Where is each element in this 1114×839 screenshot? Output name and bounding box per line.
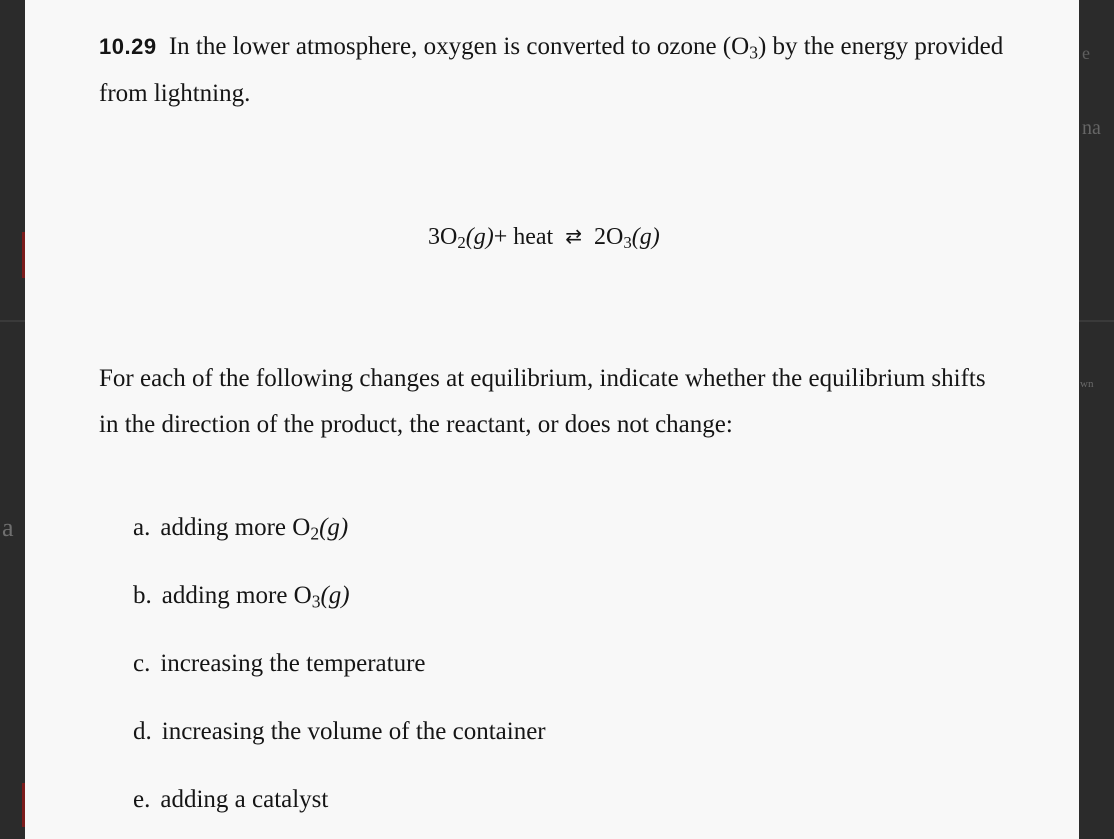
- intro-line-1: [99, 33, 1003, 61]
- list-item-text: increasing the volume of the container: [161, 718, 546, 745]
- intro-ozone-subscript: 3: [749, 42, 758, 63]
- equilibrium-arrow-icon: ⇄: [565, 224, 582, 248]
- list-item-subscript: 2: [310, 523, 320, 544]
- list-item-text: adding more O: [160, 514, 311, 541]
- right-background-strip: [1079, 0, 1114, 839]
- list-item-text: adding a catalyst: [160, 786, 329, 813]
- problem-document: [25, 0, 1079, 839]
- equation-reactant-phase: (g): [465, 224, 494, 250]
- equation-reactant-subscript: 2: [457, 233, 466, 253]
- list-item-d: [133, 718, 546, 746]
- chemical-equation: [428, 224, 660, 253]
- background-peek-right-small: wn: [1080, 378, 1094, 390]
- list-item-label: b.: [133, 582, 152, 609]
- background-peek-right-mid: na: [1082, 117, 1101, 139]
- list-item-label: c.: [133, 650, 151, 677]
- list-item-text: increasing the temperature: [160, 650, 426, 677]
- equation-product-phase: (g): [631, 224, 660, 250]
- background-peek-left: a: [2, 513, 14, 542]
- list-item-text: adding more O: [161, 582, 312, 609]
- problem-number: 10.29: [99, 34, 157, 59]
- intro-text-tail: ) by the energy provided: [757, 33, 1004, 60]
- list-item-a: [133, 514, 348, 542]
- list-item-phase: (g): [319, 514, 349, 541]
- list-item-b: [133, 582, 350, 610]
- prompt-line-1: For each of the following changes at equilibrium, indicate whether the equilibrium shifts: [99, 365, 986, 392]
- list-item-e: [133, 786, 328, 814]
- background-peek-right-top: e: [1082, 43, 1090, 63]
- intro-line-2: from lightning.: [99, 80, 251, 107]
- intro-text: In the lower atmosphere, oxygen is converted to ozone (O: [168, 33, 750, 60]
- list-item-subscript: 3: [311, 591, 321, 612]
- list-item-label: a.: [133, 514, 151, 541]
- equation-reactant: 3O: [428, 224, 458, 250]
- list-item-c: [133, 650, 426, 678]
- list-item-label: d.: [133, 718, 152, 745]
- prompt-line-2: in the direction of the product, the reactant, or does not change:: [99, 411, 733, 438]
- equation-product-subscript: 3: [623, 233, 632, 253]
- equation-heat: + heat: [493, 224, 554, 250]
- list-item-label: e.: [133, 786, 151, 813]
- list-item-phase: (g): [320, 582, 350, 609]
- equation-product: 2O: [594, 224, 624, 250]
- left-background-strip: [0, 0, 25, 839]
